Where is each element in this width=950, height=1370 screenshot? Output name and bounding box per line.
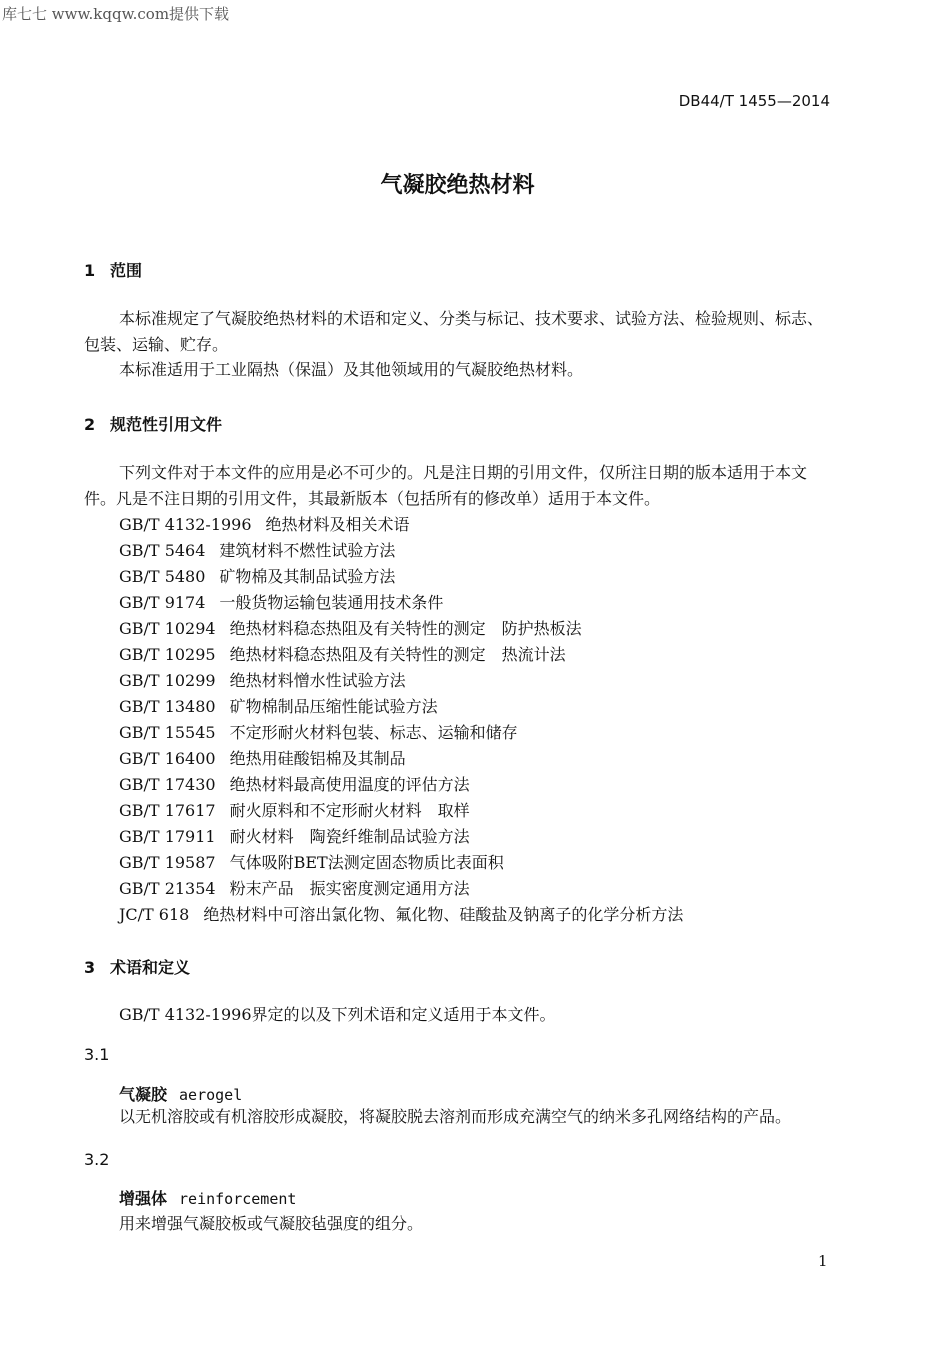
term-number: 3.2 bbox=[84, 1150, 110, 1169]
term-heading bbox=[119, 1082, 242, 1105]
section-3-intro: GB/T 4132-1996界定的以及下列术语和定义适用于本文件。 bbox=[119, 1005, 556, 1024]
reference-item bbox=[119, 512, 683, 538]
section-1-paragraph-1: 本标准规定了气凝胶绝热材料的术语和定义、分类与标记、技术要求、试验方法、检验规则、标志、包装、运输、贮存。 bbox=[84, 309, 824, 354]
section-number: 3 bbox=[84, 958, 96, 977]
reference-item bbox=[119, 798, 683, 824]
reference-code: GB/T 10294 bbox=[119, 619, 216, 638]
reference-title: 绝热材料憎水性试验方法 bbox=[229, 671, 406, 690]
reference-title: 绝热用硅酸铝棉及其制品 bbox=[229, 749, 406, 768]
section-number: 2 bbox=[84, 415, 96, 434]
reference-code: GB/T 5464 bbox=[119, 541, 206, 560]
reference-code: GB/T 17911 bbox=[119, 827, 216, 846]
section-1-paragraph-2: 本标准适用于工业隔热（保温）及其他领域用的气凝胶绝热材料。 bbox=[119, 360, 584, 379]
reference-code: GB/T 21354 bbox=[119, 879, 216, 898]
reference-item bbox=[119, 538, 683, 564]
reference-code: GB/T 13480 bbox=[119, 697, 216, 716]
page-number: 1 bbox=[818, 1252, 828, 1270]
reference-item bbox=[119, 720, 683, 746]
reference-code: GB/T 10299 bbox=[119, 671, 216, 690]
reference-title: 耐火材料 陶瓷纤维制品试验方法 bbox=[229, 827, 470, 846]
term-definition: 以无机溶胶或有机溶胶形成凝胶，将凝胶脱去溶剂而形成充满空气的纳米多孔网络结构的产品。 bbox=[119, 1107, 792, 1126]
reference-item bbox=[119, 642, 683, 668]
section-number: 1 bbox=[84, 261, 96, 280]
term-definition: 用来增强气凝胶板或气凝胶毡强度的组分。 bbox=[119, 1214, 424, 1233]
reference-code: GB/T 4132-1996 bbox=[119, 515, 252, 534]
term-chinese: 气凝胶 bbox=[119, 1085, 168, 1104]
section-2-heading bbox=[84, 412, 222, 435]
term-number: 3.1 bbox=[84, 1045, 110, 1064]
reference-title: 粉末产品 振实密度测定通用方法 bbox=[229, 879, 470, 898]
reference-code: GB/T 19587 bbox=[119, 853, 216, 872]
reference-code: JC/T 618 bbox=[119, 905, 190, 924]
reference-code: GB/T 15545 bbox=[119, 723, 216, 742]
reference-code: GB/T 17617 bbox=[119, 801, 216, 820]
watermark: 库七七 www.kqqw.com提供下载 bbox=[2, 5, 230, 23]
section-title: 范围 bbox=[110, 261, 143, 280]
reference-code: GB/T 10295 bbox=[119, 645, 216, 664]
reference-title: 耐火原料和不定形耐火材料 取样 bbox=[229, 801, 470, 820]
normative-references-list bbox=[119, 512, 683, 928]
reference-code: GB/T 17430 bbox=[119, 775, 216, 794]
section-1-heading bbox=[84, 258, 142, 281]
reference-code: GB/T 5480 bbox=[119, 567, 206, 586]
term-chinese: 增强体 bbox=[119, 1189, 168, 1208]
reference-item bbox=[119, 668, 683, 694]
reference-item bbox=[119, 564, 683, 590]
reference-title: 建筑材料不燃性试验方法 bbox=[219, 541, 396, 560]
reference-title: 绝热材料及相关术语 bbox=[265, 515, 410, 534]
reference-title: 矿物棉及其制品试验方法 bbox=[219, 567, 396, 586]
reference-item bbox=[119, 772, 683, 798]
section-3-heading bbox=[84, 955, 190, 978]
reference-item bbox=[119, 590, 683, 616]
reference-item bbox=[119, 876, 683, 902]
reference-code: GB/T 16400 bbox=[119, 749, 216, 768]
section-title: 规范性引用文件 bbox=[110, 415, 223, 434]
reference-item bbox=[119, 850, 683, 876]
reference-title: 矿物棉制品压缩性能试验方法 bbox=[229, 697, 438, 716]
reference-title: 绝热材料最高使用温度的评估方法 bbox=[229, 775, 470, 794]
reference-item bbox=[119, 746, 683, 772]
reference-title: 一般货物运输包装通用技术条件 bbox=[219, 593, 444, 612]
document-title: 气凝胶绝热材料 bbox=[380, 173, 535, 198]
reference-code: GB/T 9174 bbox=[119, 593, 206, 612]
term-english: reinforcement bbox=[179, 1190, 297, 1208]
reference-item bbox=[119, 616, 683, 642]
reference-title: 不定形耐火材料包装、标志、运输和储存 bbox=[229, 723, 518, 742]
document-number: DB44/T 1455—2014 bbox=[678, 92, 830, 110]
section-2-intro: 下列文件对于本文件的应用是必不可少的。凡是注日期的引用文件，仅所注日期的版本适用于本文件。凡是不注日期的引用文件，其最新版本（包括所有的修改单）适用于本文件。 bbox=[84, 463, 808, 508]
reference-title: 绝热材料稳态热阻及有关特性的测定 热流计法 bbox=[229, 645, 566, 664]
reference-item bbox=[119, 902, 683, 928]
reference-item bbox=[119, 694, 683, 720]
reference-title: 绝热材料稳态热阻及有关特性的测定 防护热板法 bbox=[229, 619, 582, 638]
term-english: aerogel bbox=[179, 1086, 243, 1104]
section-title: 术语和定义 bbox=[110, 958, 191, 977]
reference-item bbox=[119, 824, 683, 850]
reference-title: 绝热材料中可溶出氯化物、氟化物、硅酸盐及钠离子的化学分析方法 bbox=[203, 905, 684, 924]
reference-title: 气体吸附BET法测定固态物质比表面积 bbox=[229, 853, 504, 872]
term-heading bbox=[119, 1186, 296, 1209]
